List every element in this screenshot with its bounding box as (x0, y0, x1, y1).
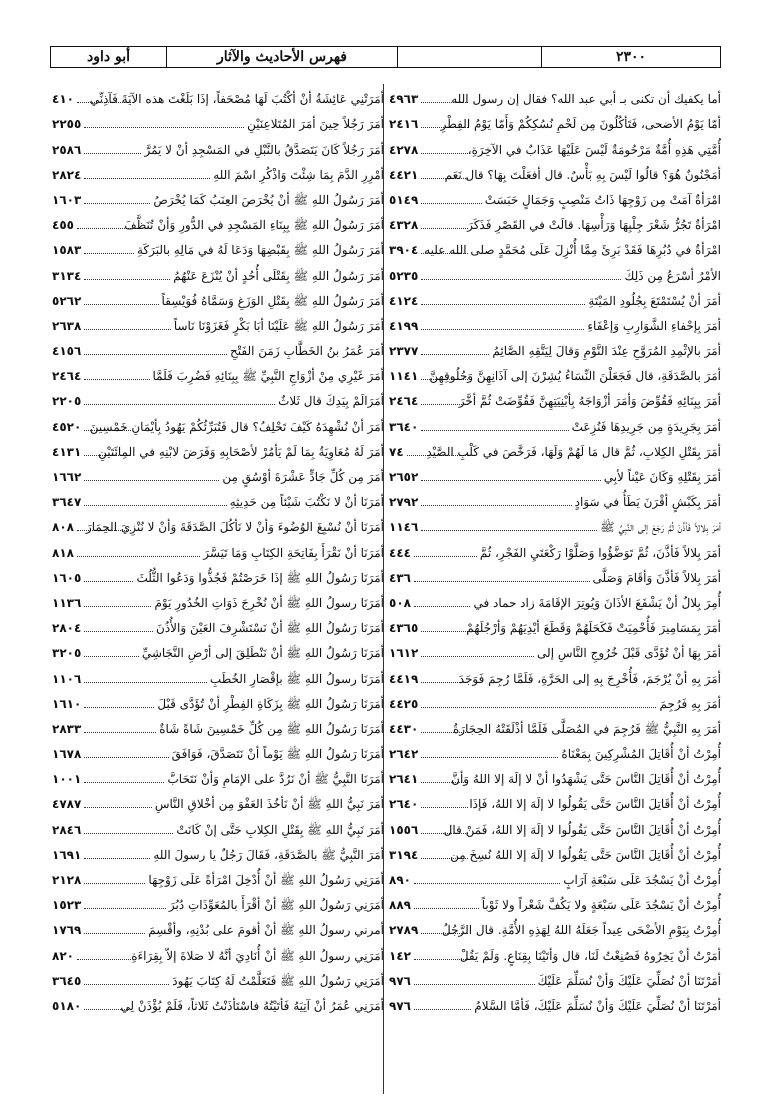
entry-hadith-number: ١٦٠٥ (52, 570, 82, 585)
dot-leader (421, 329, 584, 330)
entry-text: أمَرَ بِإحْفاءِ الشَّوَارِبِ وَإعْفَاءِ (587, 318, 721, 333)
entry-hadith-number: ٨٢٠ (52, 948, 74, 963)
dot-leader (414, 606, 470, 607)
entry-text: أمَرَنِي رَسُولُ اللهِ ﷺ فَتَعَلَّمْتُ لَهُ كِتَابَ يَهُودَ (172, 973, 384, 988)
index-entry (389, 689, 721, 714)
entry-text: أمَرَ رَسُولُ اللهِ ﷺ بِبِنَاءِ المَسْجِدِ في الدُّورِ وَأنْ تُنَظَّفَ (124, 218, 384, 233)
entry-hadith-number: ٤٥٢٠ (52, 419, 82, 434)
entry-text: أمْرِرِ الدَّمَ بِمَا شِئْتَ وَاذْكُرِ اسْمَ اللهِ (213, 167, 384, 182)
entry-hadith-number: ٤٢٧٨ (389, 142, 419, 157)
entry-text: أمَرَ نَبِيُّ اللهِ ﷺ بِقَتْلِ الكِلابِ حَتَّى إنْ كَانَتْ (176, 822, 384, 837)
entry-hadith-number: ١٦٩١ (52, 847, 82, 862)
entry-text: أمَجْنُونٌ هُوَ؟ قالُوا لَيْسَ بِهِ بَأْسٌ. قال أفعَلْتَ بِهَا؟ قال نَعَم (444, 167, 721, 182)
entry-text: أمَرَ بِهِ فَرُجِمَ (659, 696, 721, 711)
dot-leader (84, 253, 134, 254)
index-entry (52, 714, 384, 739)
index-entry (389, 437, 721, 462)
entry-hadith-number: ٤٤١٩ (389, 671, 419, 686)
dot-leader (84, 908, 166, 909)
dot-leader (84, 682, 207, 683)
left-column (52, 84, 384, 1016)
dot-leader (84, 933, 145, 934)
entry-text: أُمِرْتُ أنْ أُقَاتِلَ النَّاسَ حَتَّى يَقُولُوا لا إلَهَ إلا اللهُ، فَإذَا (469, 797, 721, 812)
index-entry (389, 311, 721, 336)
entry-text: أمَرَ بالإثْمِدِ المُرَوَّحِ عِنْدَ النَّوْمِ وَقالَ لِيَتَّقِهِ الصَّائِمُ (492, 344, 721, 359)
entry-text: أمَرَ رَجُلاً كَانَ يَتَصَدَّقُ بالنَّبْلِ في المَسْجِدِ أنْ لا يَمُرَّ (144, 142, 384, 157)
index-entry (389, 210, 721, 235)
dot-leader (84, 127, 244, 128)
entry-hadith-number: ٥٢٣٥ (389, 268, 419, 283)
header-title: فهرس الأحاديث والآثار (167, 47, 398, 67)
entry-hadith-number: ٥٢٦٢ (52, 293, 82, 308)
index-entry (389, 235, 721, 260)
entry-text: أمَرَنَا رَسُولُ اللهِ ﷺ أنْ نَسْتَشْرِفَ العَيْنَ وَالأُذُنَ (156, 621, 384, 636)
index-entry (389, 336, 721, 361)
entry-hadith-number: ٨١٨ (52, 545, 74, 560)
entry-text: أمَرَ رَسُولُ اللهِ ﷺ عَلَيْنَا أبَا بَكْرٍ فَغَزَوْنَا نَاساً (173, 318, 384, 333)
entry-hadith-number: ٩٧٦ (389, 973, 411, 988)
index-entry (52, 638, 384, 663)
dot-leader (414, 556, 477, 557)
dot-leader (84, 279, 170, 280)
entry-hadith-number: ٥٠٨ (389, 595, 411, 610)
index-entry (52, 537, 384, 562)
entry-text: أمَرَ رَسُولُ اللهِ ﷺ بِقَبْضِهَا وَدَعَا لَهُ في مَالِهِ بالبَرَكَةِ (137, 243, 384, 258)
index-entry (52, 512, 384, 537)
entry-hadith-number: ١٥٨٣ (52, 243, 82, 258)
index-entry (52, 890, 384, 915)
index-entry (389, 286, 721, 311)
index-entry (52, 235, 384, 260)
entry-hadith-number: ٢٤٦٤ (389, 394, 419, 409)
entry-hadith-number: ٨٠٨ (52, 520, 74, 535)
entry-hadith-number: ٥١٤٩ (389, 192, 419, 207)
dot-leader (84, 304, 158, 305)
dot-leader (77, 556, 200, 557)
entry-hadith-number: ١٦٠٣ (52, 192, 82, 207)
entry-text: أُمِرَ بِلالٌ أنْ يَشْفَعَ الأذَانَ وَيُوتِرَ الإقَامَةَ زاد حماد في (473, 595, 721, 610)
dot-leader (421, 354, 489, 355)
entry-hadith-number: ١٠٠١ (52, 772, 82, 787)
index-entry (52, 286, 384, 311)
entry-hadith-number: ٣١٣٤ (52, 268, 82, 283)
entry-text: أمَرَنَا رَسُولُ اللهِ ﷺ يَوْماً أنْ نَتَصَدَّقَ، فَوَافَقَ (171, 747, 384, 762)
entry-hadith-number: ٨٨٩ (389, 898, 411, 913)
dot-leader (414, 883, 560, 884)
index-entry (52, 789, 384, 814)
index-entry (389, 361, 721, 386)
entry-text: أمَرَنَا رسولُ اللهِ ﷺ أنْ نُخْرِجَ ذَوَاتِ الخُدُورِ يَوْمَ (154, 595, 384, 610)
index-entry (389, 966, 721, 991)
index-entry (52, 260, 384, 285)
entry-text: أمَرَ بِلالاً فَأذَّنَ، ثُمَّ تَوَضَّؤُوا وَصَلَّوْا رَكْعَتَيِ الفَجْرِ، ثُمَّ (479, 545, 721, 560)
entry-hadith-number: ٨٩٠ (389, 873, 411, 887)
index-entry (389, 386, 721, 411)
index-entry (389, 462, 721, 487)
dot-leader (421, 505, 571, 506)
index-entry (52, 210, 384, 235)
entry-hadith-number: ٢٦٣٨ (52, 318, 82, 333)
dot-leader (84, 732, 156, 733)
entry-text: أمَرَنَا رسولُ اللهِ ﷺ بإقْصَارِ الخُطَبِ (209, 671, 384, 686)
index-entry (389, 865, 721, 890)
dot-leader (421, 153, 468, 154)
entry-hadith-number: ٤٧٨٧ (52, 797, 82, 812)
entry-hadith-number: ٤١٣١ (52, 444, 82, 459)
dot-leader (84, 505, 226, 506)
entry-hadith-number: ١٥٢٣ (52, 898, 82, 913)
dot-leader (421, 480, 600, 481)
dot-leader (421, 304, 585, 305)
dot-leader (414, 581, 590, 582)
index-entry (52, 689, 384, 714)
index-entry (52, 663, 384, 688)
dot-leader (421, 707, 656, 708)
dot-leader (84, 807, 152, 808)
entry-text: امْرَأةٌ آمَتْ مِن زَوْجِهَا ذَاتُ مَنْصِبٍ وَجَمَالٍ حَبَسَتْ (484, 192, 721, 207)
entry-hadith-number: ٢٨٢٤ (52, 167, 82, 182)
index-entry (52, 840, 384, 865)
entry-hadith-number: ١٦١٠ (52, 696, 82, 711)
index-entry (52, 361, 384, 386)
entry-text: أمَرَنَا رَسُولُ اللهِ ﷺ بِزَكَاةِ الفِطْرِ أنْ تُؤَدَّى قَبْلَ (157, 696, 384, 711)
entry-hadith-number: ٤٣٦ (389, 570, 411, 585)
right-column (389, 84, 721, 1016)
index-entry (389, 789, 721, 814)
entry-hadith-number: ١٤٢ (389, 948, 411, 963)
header-spacer (398, 47, 542, 67)
entry-text: الأمْرُ أسْرَعُ مِن ذَلِكَ (624, 268, 721, 283)
entry-text: أمَرَنِي رَسُولُ اللهِ ﷺ أنْ أُدْخِلَ امْرَأةً عَلَى زَوْجِهَا (148, 873, 384, 887)
index-entry (52, 134, 384, 159)
entry-text: أمَرَ مِن كُلِّ جَادٍّ عَشْرَةَ أوْسُقٍ مِن (222, 470, 384, 484)
index-entry (52, 386, 384, 411)
index-entry (389, 663, 721, 688)
dot-leader (84, 833, 173, 834)
entry-hadith-number: ٢٦٤٢ (389, 747, 419, 762)
index-entry (389, 890, 721, 915)
entry-hadith-number: ٤٤٤ (389, 545, 411, 560)
entry-hadith-number: ٥١٨٠ (52, 998, 82, 1013)
entry-text: أمَرَ بِقَتْلِهِ وَكَانَ عَيْناً لأبِي (603, 470, 721, 484)
dot-leader (84, 757, 168, 758)
entry-hadith-number: ١١٤١ (389, 369, 419, 384)
entry-hadith-number: ٤١٠ (52, 92, 74, 107)
entry-hadith-number: ٣٦٤٧ (52, 495, 82, 510)
index-entry (389, 185, 721, 210)
index-entry (52, 814, 384, 839)
entry-text: أُمِرْتُ أنْ أُقَاتِلَ المُشْرِكِينَ بِمَعْنَاهُ (561, 747, 721, 762)
dot-leader (84, 178, 210, 179)
index-entry (52, 915, 384, 940)
index-entry (389, 84, 721, 109)
entry-hadith-number: ٢٧٨٩ (389, 923, 419, 938)
dot-leader (84, 354, 227, 355)
dot-leader (84, 404, 275, 405)
entry-text: أمَرَ بِلالاً فَأذَّنَ ثُمَّ رَجَعَ إلى النَّبِيِّ ﷺ (600, 520, 721, 535)
entry-hadith-number: ٢٣٧٧ (389, 344, 419, 359)
entry-text: أُمِرْتُ بِيَوْمِ الأضْحَى عِيداً جَعَلَهُ اللهُ لِهَذِهِ الأُمَّةِ. قال الرَّجُلُ (442, 923, 721, 938)
entry-text: أمَرَنَا النَّبِيُّ ﷺ أنْ نَرُدَّ على الإمَامِ وَأنْ نَتَحَابَّ (167, 772, 384, 787)
entry-hadith-number: ١٦٧٨ (52, 747, 82, 762)
entry-hadith-number: ٣٩٠٤ (389, 243, 419, 258)
dot-leader (421, 530, 597, 531)
entry-hadith-number: ٢٦٥٢ (389, 470, 419, 484)
entry-text: أمَرَ بِهِ النَّبِيُّ ﷺ فَرُجِمَ في المُصَلَّى فَلَمَّا أذْلَقَتْهُ الحِجَارَةُ (452, 721, 721, 736)
entry-text: أمَرَنَا رَسُولُ اللهِ ﷺ أنْ نَنْطَلِقَ إلى أرْضِ النَّجَاشِيِّ (141, 646, 384, 661)
entry-hadith-number: ١١٣٦ (52, 595, 82, 610)
entry-text: أمَرَنَا أنْ نُسْبِغَ الوُضُوءَ وَأنْ لا نَأكُلَ الصَّدَقَةَ وَأنْ لا نُنْزِيَ الحِمَارَ (85, 520, 384, 535)
entry-hadith-number: ١١٠٦ (52, 671, 82, 686)
index-entry (52, 563, 384, 588)
index-entry (52, 84, 384, 109)
entry-hadith-number: ٤١٢٤ (389, 293, 419, 308)
dot-leader (84, 153, 141, 154)
entry-text: أمَرَنِي عُمَرُ أنْ آتِيَهُ فَأتَيْتُهُ فاسْتَأذَنْتُ ثَلاثاً، فَلَمْ يُؤْذَنْ لِي (120, 998, 384, 1013)
index-entry (52, 411, 384, 436)
dot-leader (77, 228, 131, 229)
entry-hadith-number: ٤١٥٦ (52, 344, 82, 359)
dot-leader (421, 656, 534, 657)
index-entry (52, 613, 384, 638)
entry-text: أمَرَ بِجَرِيدَةٍ مِن جَرِيدِهَا فَنُزِعَتْ (571, 419, 721, 434)
entry-hadith-number: ٢٢٠٥ (52, 394, 82, 409)
dot-leader (414, 984, 535, 985)
index-entry (52, 336, 384, 361)
entry-text: أُمِرْتُ أنْ يَسْجُدَ عَلَى سَبْعَةِ آرَابٍ (563, 873, 721, 887)
index-entry (52, 185, 384, 210)
entry-hadith-number: ٢٦٤٠ (389, 797, 419, 812)
index-entry (389, 588, 721, 613)
entry-text: أمَرَ رَجُلاً حِينَ أمَرَ المُتَلاعِنَيْنِ (247, 117, 384, 132)
dot-leader (421, 430, 568, 431)
entry-hadith-number: ٢٤٦٤ (52, 369, 82, 384)
index-entry (52, 311, 384, 336)
entry-text: أمَرَ أنْ نُشْهِدَهُ كَيْفَ تَحْلِفُ؟ قال فَتُبَرِّئُكُمْ يَهُودُ بِأيْمَانِ خَمْسِينَ (89, 419, 384, 434)
entry-text: أُمِرْتُ أنْ أُقَاتِلَ النَّاسَ حَتَّى يَقُولُوا لا إلَهَ إلا اللهُ نُسِخَ مِن (450, 847, 721, 862)
entry-hadith-number: ٢٤١٦ (389, 117, 419, 132)
entry-text: أمَرَ لَهُ مُعَاوِيَةُ بِمَا لَمْ يَأمُرْ لأصْحَابِهِ وَفَرَضَ لابْنِهِ في المِائَتَيْنِ (98, 444, 384, 459)
entry-text: أمَرَ أنْ يُسْتَمْتَعَ بِجُلُودِ المَيْتَةِ (588, 293, 721, 308)
entry-hadith-number: ٢٨٣٣ (52, 721, 82, 736)
dot-leader (84, 203, 150, 204)
entry-text: أمَرَنَا رَسُولُ اللهِ ﷺ إذَا خَرَصْتُمْ فَجُذُّوا وَدَعُوا الثُّلُثَ (136, 570, 384, 585)
entry-hadith-number: ٢١٢٨ (52, 873, 82, 887)
dot-leader (84, 707, 154, 708)
index-entry (389, 940, 721, 965)
entry-text: أُمَّتِي هَذِهِ أُمَّةٌ مَرْحُومَةٌ لَيْسَ عَلَيْهَا عَذَابٌ في الآخِرَةِ، (467, 142, 721, 157)
index-entry (52, 865, 384, 890)
index-entry (52, 487, 384, 512)
header-book-name: أبو داود (51, 47, 167, 67)
entry-text: أمَرْتَنَا أنْ نُصَلِّيَ عَلَيْكَ وَأنْ نُسَلِّمَ عَلَيْكَ، فَأمَّا السَّلامُ (474, 998, 721, 1013)
entry-text: أمَرَالَمْ بِيَدِكَ قال ثَلاثٌ (278, 394, 384, 409)
index-entry (389, 915, 721, 940)
index-entry (389, 991, 721, 1016)
dot-leader (414, 908, 479, 909)
entry-hadith-number: ٣٦٤٥ (52, 973, 82, 988)
index-entry (52, 764, 384, 789)
entry-text: أمَرَ بِقَتْلِ الكِلابِ، ثُمَّ قال مَا لَهُمْ وَلَهَا، فَرَخَّصَ في كَلْبِ الصَّيْدِ (426, 444, 721, 459)
index-entry (389, 109, 721, 134)
entry-hadith-number: ٤٤٢١ (389, 167, 419, 182)
entry-text: أمَرَنَا أنْ لا نَكْتُبَ شَيْئاً مِن حَدِيثِهِ (229, 495, 384, 510)
entry-hadith-number: ١٦٦٢ (52, 470, 82, 484)
entry-hadith-number: ١١٤٦ (389, 520, 419, 535)
index-entry (52, 991, 384, 1016)
dot-leader (84, 782, 164, 783)
dot-leader (421, 203, 481, 204)
index-entry (389, 563, 721, 588)
entry-text: أمَرَ نَبِيُّ اللهِ ﷺ أنْ نَأخُذَ العَفْوَ مِن أخْلاقِ النَّاسِ (154, 797, 384, 812)
entry-hadith-number: ٤١٩٩ (389, 318, 419, 333)
index-entry (389, 840, 721, 865)
index-entry (389, 613, 721, 638)
entry-text: أمَرَ بِبِنَائِهِ فَقُوِّضَ وَأمَرَ أزْوَاجَهُ بِأبْنِيَتِهِنَّ فَقُوِّضَتْ ثُمَّ أخَّرَ (458, 394, 721, 409)
entry-hadith-number: ٧٤ (389, 444, 404, 459)
entry-hadith-number: ٤٥٥ (52, 218, 74, 233)
dot-leader (421, 279, 621, 280)
dot-leader (84, 379, 149, 380)
entry-text: أمَرْتُ أنْ يَخِرُوهُ فَصُنِعْتُ لَنَا، قال وَأتَيْنَا بِقِنَاعٍ. وَلَمْ يَقُلْ (459, 948, 721, 963)
index-entry (389, 714, 721, 739)
entry-text: أمَرَ بِمَسَامِيرَ فَأُحْمِيَتْ فَكَحَلَهُمْ وَقَطَعَ أيْدِيَهُمْ وَأرْجُلَهُمْ (466, 621, 721, 636)
entry-text: أمّا يَوْمُ الأضحى، فَتَأكُلُونَ مِن لَحْمِ نُسُكِكُمْ وَأَمّا يَوْمُ الفِطْرِ (440, 117, 721, 132)
dot-leader (421, 228, 468, 229)
entry-text: أمَرَنَا أنْ نَقْرَأَ بِفَاتِحَةِ الكِتَابِ وَمَا تَيَسَّرَ (203, 545, 384, 560)
header-page-number: ٢٣٠٠ (615, 49, 647, 65)
dot-leader (84, 581, 133, 582)
dot-leader (84, 480, 219, 481)
index-entry (389, 537, 721, 562)
entry-hadith-number: ٣١٩٤ (389, 847, 419, 862)
dot-leader (84, 656, 139, 657)
index-entry (389, 134, 721, 159)
entry-text: أُمِرْتُ أنْ أُقَاتِلَ النَّاسَ حَتَّى يَشْهَدُوا أنْ لا إلَهَ إلا اللهُ وَأنَّ (451, 772, 721, 787)
entry-hadith-number: ٤٩٦٣ (389, 92, 419, 107)
entry-text: أمَرَ بالصَّدَقَةِ، قال فَجَعَلْنَ النِّسَاءُ يُشِرْنَ إلى آذَانِهِنَّ وَحُلُوقِهِنَّ (429, 369, 721, 384)
entry-hadith-number: ٢٨٤٦ (52, 822, 82, 837)
entry-hadith-number: ١٦١٢ (389, 646, 419, 661)
index-entry (52, 109, 384, 134)
entry-text: أُمِرْتُ أنْ يَسْجُدَ عَلَى سَبْعَةٍ ولا يَكُفَّ شَعْراً ولا ثَوْباً (481, 898, 721, 913)
dot-leader (77, 959, 131, 960)
index-entry (52, 739, 384, 764)
entry-hadith-number: ٢٦٤١ (389, 772, 419, 787)
entry-hadith-number: ٤٤٣٠ (389, 721, 419, 736)
index-entry (389, 411, 721, 436)
index-entry (389, 764, 721, 789)
entry-text: أمَرَ رَسُولُ اللهِ ﷺ أنْ يُخْرَصَ العِنَبُ كَمَا يُخْرَصُ (153, 192, 384, 207)
entry-text: امْرَأةٌ تَجُرُّ شَعْرَ جِلْبِهَا وَرَأْسِهَا. قالَتْ في القَصْرِ فَذَكَرَ (467, 218, 721, 233)
entry-hadith-number: ٩٧٦ (389, 998, 411, 1013)
index-entry (52, 437, 384, 462)
index-entry (389, 160, 721, 185)
index-entry (389, 814, 721, 839)
entry-text: أمَرَ النَّبِيُّ ﷺ بالصَّدَقَةِ، فَقَالَ رَجُلٌ يا رسولَ اللهِ (153, 847, 384, 862)
dot-leader (421, 807, 468, 808)
index-entry (389, 260, 721, 285)
entry-text: أمَرَ بِهَا أنْ تُؤَدَّى قَبْلَ خُرُوجِ النَّاسِ إلى (537, 646, 721, 661)
page-header (50, 46, 721, 68)
dot-leader (84, 984, 169, 985)
entry-hadith-number: ٣٢٠٥ (52, 646, 82, 661)
dot-leader (84, 606, 151, 607)
entry-hadith-number: ٢٨٠٤ (52, 621, 82, 636)
entry-text: أمَرَ غَيْرِي مِنْ أزْوَاجِ النَّبِيِّ ﷺ بِبِنَائِهِ فَضُرِبَ فَلَمَّا (152, 369, 384, 384)
index-entry (52, 966, 384, 991)
entry-hadith-number: ٢٥٨٦ (52, 142, 82, 157)
entry-hadith-number: ٣٦٤٠ (389, 419, 419, 434)
entry-hadith-number: ٤٤٢٥ (389, 696, 419, 711)
entry-text: أمَرَ رَسُولُ اللهِ ﷺ بِقَتْلِ الوَزَغِ وَسَمَّاهُ فُوَيْسِقاً (161, 293, 384, 308)
entry-hadith-number: ٢٢٥٥ (52, 117, 82, 132)
entry-text: أمَرَنِي رسولُ اللهِ ﷺ أنْ أُنَادِيَ أنَّهُ لا صَلاةَ إلاّ بِقِرَاءَةِ (131, 948, 384, 963)
entry-text: أمَرَنَا رَسُولُ اللهِ ﷺ مِن كُلِّ خَمْسِينَ شَاةً شَاةٌ (159, 721, 384, 736)
entry-text: أُمِرْتُ أنْ أُقَاتِلَ النَّاسَ حَتَّى يَقُولُوا لا إلَهَ إلا اللهُ، فَمَنْ قال (443, 822, 721, 837)
entry-hadith-number: ٤٣٢٨ (389, 218, 419, 233)
entry-text: أمَرَ بِكَبْشٍ أقْرَنَ يَطَأُ في سَوَادٍ (574, 495, 721, 510)
index-entry (389, 638, 721, 663)
dot-leader (84, 329, 171, 330)
index-entry (52, 940, 384, 965)
dot-leader (84, 631, 153, 632)
dot-leader (84, 858, 150, 859)
entry-text: أمرني رسولُ اللهِ ﷺ أنْ أقومَ على بُدْنِهِ، وأقْسِمَ (148, 923, 384, 938)
dot-leader (421, 631, 468, 632)
entry-text: أمَرَ عُمَرُ بنُ الخَطَّابِ زَمَنَ الفَتْحِ (230, 344, 384, 359)
entry-text: أمَرْتَنَا أنْ نُصَلِّيَ عَلَيْكَ وَأنْ نُسَلِّمَ عَلَيْكَ (537, 973, 721, 988)
index-entry (389, 739, 721, 764)
entry-text: أمَرَ بِهِ أنْ يُرْجَمَ، فَأُخْرِجَ بِهِ إلى الحَرَّةِ، فَلَمَّا رُجِمَ فَوَجَدَ (458, 671, 721, 686)
entry-text: أما يكفيك أن تكنى بـ أبي عبد الله؟ فقال إن رسول الله (451, 92, 721, 107)
entry-hadith-number: ٢٧٩٢ (389, 495, 419, 510)
index-entry (389, 487, 721, 512)
index-entry (52, 588, 384, 613)
entry-text: أمَرَتْنِي عَائِشَةُ أنْ أكْتُبَ لَهَا مُصْحَفاً، إذَا بَلَغْتَ هذه الآيَةَ فَآذِنِّي (89, 92, 384, 107)
entry-text: امْرَأةٌ في دُبُرِهَا فَقَدْ بَرِئَ مِمَّا أُنْزِلَ عَلَى مُحَمَّدٍ صلى الله عليه (424, 243, 721, 258)
entry-hadith-number: ٤٣٦٥ (389, 621, 419, 636)
index-entry (52, 160, 384, 185)
entry-text: أمَرَ بِلالاً فَأذَّنَ وَأقَامَ وَصَلَّى (592, 570, 721, 585)
entry-text: أمَرَنِي رَسُولُ اللهِ ﷺ أنْ أقْرَأَ بالمُعَوِّذَاتِ دُبُرَ (168, 898, 384, 913)
entry-hadith-number: ١٥٥٦ (389, 822, 419, 837)
dot-leader (421, 757, 558, 758)
entry-hadith-number: ١٧٦٩ (52, 923, 82, 938)
dot-leader (84, 883, 145, 884)
entry-text: أمَرَ رَسُولُ اللهِ ﷺ بِقَتْلَى أُحُدٍ أنْ يُنْزَعَ عَنْهُمُ (173, 268, 384, 283)
index-entry (52, 462, 384, 487)
index-entry (389, 512, 721, 537)
dot-leader (414, 1009, 471, 1010)
